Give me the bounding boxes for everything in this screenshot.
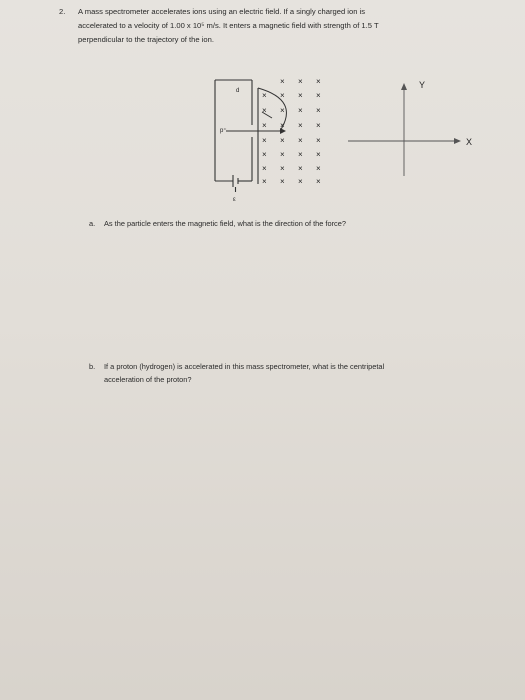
accelerator-plates — [215, 80, 258, 192]
field-x-mark: × — [298, 150, 303, 159]
y-axis-arrow-icon — [401, 83, 407, 90]
part-a-label: a. — [89, 219, 96, 228]
field-x-mark: × — [298, 106, 303, 115]
question-line-2: accelerated to a velocity of 1.00 x 10⁵ m/s. It enters a magnetic field with strength of 1.5 T — [78, 21, 379, 30]
part-b-question-line-2: acceleration of the proton? — [104, 375, 192, 384]
field-x-mark: × — [280, 136, 285, 145]
field-x-mark: × — [316, 106, 321, 115]
voltage-label: ε — [233, 197, 236, 203]
field-x-mark: × — [262, 164, 267, 173]
field-x-mark: × — [316, 136, 321, 145]
field-x-mark: × — [280, 121, 285, 130]
field-x-mark: × — [262, 150, 267, 159]
x-axis-label: X — [466, 137, 473, 147]
field-x-mark: × — [280, 77, 285, 86]
field-x-mark: × — [262, 136, 267, 145]
field-x-mark: × — [316, 77, 321, 86]
particle-label: p⁺ — [220, 128, 227, 134]
part-b-label: b. — [89, 362, 96, 371]
field-x-mark: × — [280, 177, 285, 186]
field-x-mark: × — [280, 164, 285, 173]
field-x-mark: × — [298, 177, 303, 186]
field-x-mark: × — [316, 150, 321, 159]
question-number: 2. — [59, 7, 66, 16]
field-x-mark: × — [316, 91, 321, 100]
field-x-mark: × — [298, 91, 303, 100]
part-a-question: As the particle enters the magnetic field, what is the direction of the force? — [104, 219, 346, 228]
field-x-mark: × — [280, 150, 285, 159]
field-x-mark: × — [262, 177, 267, 186]
field-x-mark: × — [262, 91, 267, 100]
field-x-mark: × — [298, 164, 303, 173]
plate-gap-label: d — [236, 88, 240, 94]
field-x-mark: × — [280, 106, 285, 115]
field-x-mark: × — [316, 177, 321, 186]
particle-trajectory — [226, 88, 286, 131]
y-axis-label: Y — [419, 80, 426, 90]
question-line-3: perpendicular to the trajectory of the ion. — [78, 35, 214, 44]
field-x-mark: × — [316, 164, 321, 173]
field-x-mark: × — [298, 136, 303, 145]
x-axis-arrow-icon — [454, 138, 461, 144]
field-x-mark: × — [316, 121, 321, 130]
field-x-mark: × — [262, 121, 267, 130]
field-x-mark: × — [262, 106, 267, 115]
coordinate-axes — [348, 86, 458, 176]
field-x-mark: × — [280, 91, 285, 100]
field-x-mark: × — [298, 121, 303, 130]
question-line-1: A mass spectrometer accelerates ions using an electric field. If a singly charged ion is — [78, 7, 366, 16]
part-b-question-line-1: If a proton (hydrogen) is accelerated in this mass spectrometer, what is the centripetal — [104, 362, 385, 371]
field-x-mark: × — [298, 77, 303, 86]
